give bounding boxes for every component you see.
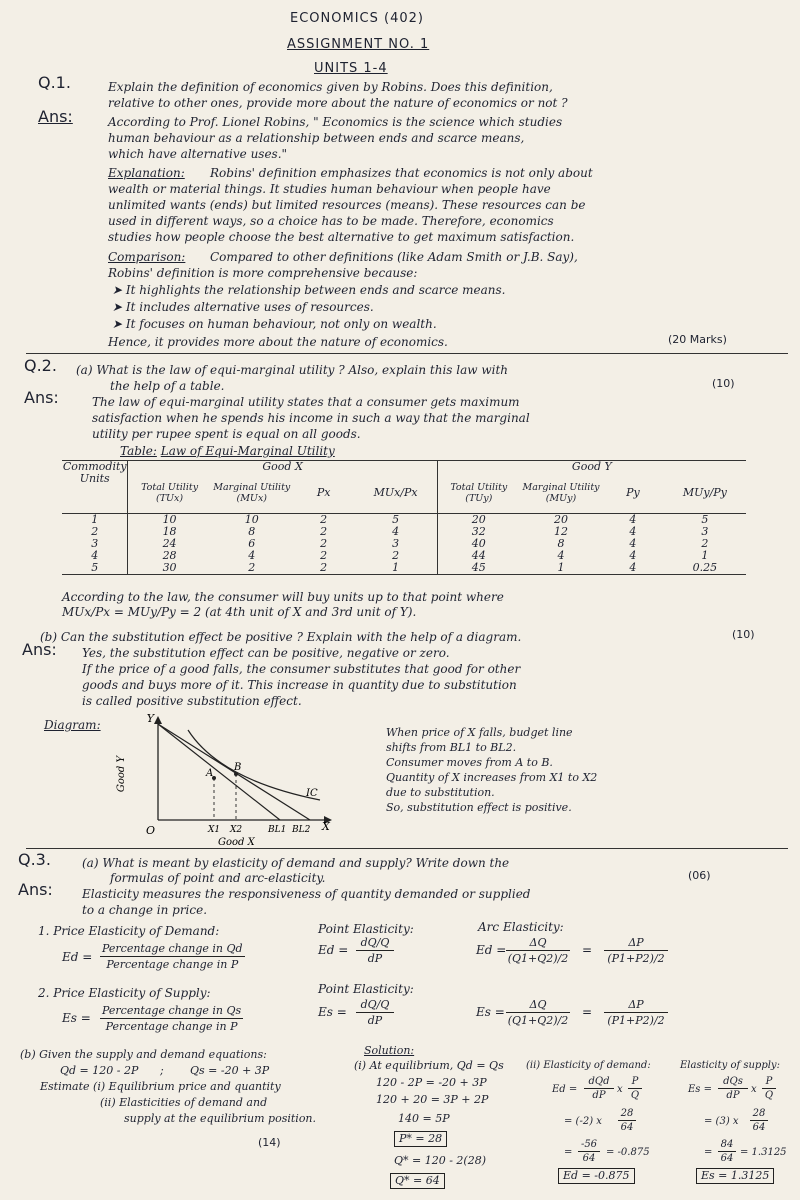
q1-explanation-heading: Explanation: — [108, 166, 185, 180]
table-row: 5 30 2 2 1 45 1 4 0.25 — [62, 562, 746, 575]
origin-label: O — [146, 824, 156, 837]
q1-point1: ➤ It highlights the relationship between ends and scarce means. — [112, 283, 506, 297]
es-decimal: = 1.3125 — [740, 1147, 787, 1158]
es-arc-q-fraction — [506, 998, 570, 1027]
es-point-numerator: dQ/Q — [356, 998, 394, 1013]
q2b-marks: (10) — [732, 628, 755, 641]
es-step2-equals: = — [704, 1147, 713, 1158]
es-percentage-numerator: Percentage change in Qs — [102, 1004, 242, 1017]
qd-equation: Qd = 120 - 2P — [60, 1064, 139, 1077]
ed-step2-equals: = — [564, 1147, 573, 1158]
q3a-answer-line1: Elasticity measures the responsiveness of quantity demanded or supplied — [82, 887, 531, 901]
q1-explanation-line2: wealth or material things. It studies human behaviour when people have — [108, 182, 551, 196]
q1-explanation-line1: Robins' definition emphasizes that economics is not only about — [210, 166, 593, 180]
ed-percentage-denominator: Percentage change in P — [106, 958, 239, 971]
q2-divider — [26, 848, 788, 849]
supply-elasticity-computation-heading: Elasticity of supply: — [680, 1060, 780, 1071]
q1-ans-label: Ans: — [38, 107, 73, 126]
q3b-task-line3: supply at the equilibrium position. — [124, 1112, 317, 1125]
es-calc-dq-numerator: dQs — [718, 1076, 748, 1089]
q2a-marks: (10) — [712, 377, 735, 390]
ed-step1: = (-2) x — [564, 1116, 602, 1127]
col-muy-py: MUy/Py — [682, 485, 727, 499]
q3b-marks: (14) — [258, 1136, 281, 1149]
es-percentage-fraction — [100, 1004, 243, 1033]
q3a-answer-line2: to a change in price. — [82, 903, 208, 917]
q3a-marks: (06) — [688, 869, 711, 882]
table-row: 1 10 10 2 5 20 20 4 5 — [62, 513, 746, 526]
point-elasticity-heading-supply: Point Elasticity: — [318, 982, 414, 996]
point-elasticity-heading-demand: Point Elasticity: — [318, 922, 414, 936]
q1-question-line2: relative to other ones, provide more about the nature of economics or not ? — [108, 96, 568, 110]
equilibrium-price-box: P* = 28 — [394, 1131, 447, 1147]
ed-calc-times: x — [617, 1084, 623, 1095]
es-percentage-denominator: Percentage change in P — [105, 1020, 238, 1033]
equi-marginal-utility-table — [62, 460, 746, 575]
ed-calc-lhs: Ed = — [552, 1084, 578, 1095]
ed-point-denominator: dP — [367, 952, 383, 965]
equilibrium-quantity-step: Q* = 120 - 2(28) — [394, 1154, 487, 1167]
q1-comparison-heading: Comparison: — [108, 250, 186, 264]
ed-step2-numerator: -56 — [578, 1139, 600, 1152]
ed-arc-p-fraction — [604, 936, 668, 965]
q1-point3-text: It focuses on human behaviour, not only on wealth. — [125, 317, 437, 331]
q1-explanation-line5: studies how people choose the best alternative to get maximum satisfaction. — [108, 230, 575, 244]
table-row: 3 24 6 2 3 40 8 4 2 — [91, 536, 709, 550]
col-tux: Total Utility (TUx) — [128, 473, 211, 513]
col-mux: Marginal Utility (MUx) — [213, 481, 291, 504]
es-arc-equals: = — [582, 1005, 593, 1019]
good-x-header: Good X — [128, 461, 437, 474]
supply-elasticity-heading: 2. Price Elasticity of Supply: — [38, 986, 211, 1000]
ed-calc-dq-denominator: dP — [592, 1090, 606, 1101]
q3b-task-line1: Estimate (i) Equilibrium price and quantity — [40, 1080, 281, 1093]
solution-line3: 120 + 20 = 3P + 2P — [376, 1093, 489, 1106]
demand-elasticity-computation-heading: (ii) Elasticity of demand: — [526, 1060, 651, 1071]
ed-symbol: Ed = — [62, 950, 93, 964]
es-symbol: Es = — [62, 1011, 91, 1025]
col-muy: Marginal Utility (MUy) — [522, 481, 600, 504]
q1-number: Q.1. — [38, 73, 71, 92]
ed-arc-equals: = — [582, 943, 593, 957]
bl2-label: BL2 — [292, 825, 311, 835]
ed-calc-dq-numerator: dQd — [584, 1076, 614, 1089]
y-axis-label: Y — [146, 712, 154, 725]
q1-point2-text: It includes alternative uses of resources. — [125, 300, 374, 314]
q1-point1-text: It highlights the relationship between ends and scarce means. — [125, 283, 506, 297]
q3b-task-line2: (ii) Elasticities of demand and — [100, 1096, 268, 1109]
q1-answer-line1: According to Prof. Lionel Robins, " Economics is the science which studies — [108, 115, 563, 129]
subject-title: ECONOMICS (402) — [290, 11, 424, 26]
bl1-label: BL1 — [268, 825, 287, 835]
table-title — [120, 444, 335, 458]
ed-step2-fraction — [578, 1139, 600, 1164]
es-result-box: Es = 1.3125 — [696, 1168, 774, 1184]
ed-step1-denominator: 64 — [620, 1122, 634, 1133]
x1-label: X1 — [208, 825, 221, 835]
q3a-question-line2: formulas of point and arc-elasticity. — [110, 871, 326, 885]
y-axis-arrow — [154, 716, 162, 724]
substitution-effect-diagram — [110, 712, 350, 852]
es-step1-numerator: 28 — [750, 1108, 768, 1121]
es-arc-p-fraction — [604, 998, 668, 1027]
ed-step1-fraction — [618, 1108, 636, 1133]
point-a-label: A — [206, 768, 214, 779]
ed-calc-dq-fraction — [584, 1076, 614, 1101]
q1-answer-line3: which have alternative uses." — [108, 147, 288, 161]
q2a-question-line1: (a) What is the law of equi-marginal utility ? Also, explain this law with — [76, 363, 509, 377]
q1-marks: (20 Marks) — [668, 333, 727, 346]
q1-point2: ➤ It includes alternative uses of resources. — [112, 300, 374, 314]
q2b-answer-line3: goods and buys more of it. This increase in quantity due to substitution — [82, 678, 517, 692]
q2a-conclusion-line2: MUx/Px = MUy/Py = 2 (at 4th unit of X and 3rd unit of Y). — [62, 605, 417, 619]
col-mux-px: MUx/Px — [373, 485, 418, 499]
es-calc-dq-fraction — [718, 1076, 748, 1101]
q2-number: Q.2. — [24, 356, 57, 375]
units-title: UNITS 1-4 — [314, 61, 388, 76]
q2b-answer-line2: If the price of a good falls, the consumer substitutes that good for other — [82, 662, 521, 676]
q2b-question: (b) Can the substitution effect be positive ? Explain with the help of a diagram. — [40, 630, 522, 644]
es-calc-p: P — [762, 1076, 776, 1089]
good-y-axis-title: Good Y — [116, 755, 127, 793]
ed-calc-pq-fraction — [628, 1076, 642, 1101]
es-arc-p-numerator: ΔP — [604, 998, 668, 1013]
q1-point3: ➤ It focuses on human behaviour, not only on wealth. — [112, 317, 437, 331]
es-calc-pq-fraction — [762, 1076, 776, 1101]
es-arc-symbol: Es = — [476, 1005, 505, 1019]
ed-step1-numerator: 28 — [618, 1108, 636, 1121]
es-arc-q-denominator: (Q1+Q2)/2 — [507, 1014, 569, 1027]
good-y-header: Good Y — [437, 461, 746, 474]
col-commodity-units: Commodity Units — [62, 461, 128, 514]
q1-comparison-line1: Compared to other definitions (like Adam Smith or J.B. Say), — [210, 250, 578, 264]
ed-point-symbol: Ed = — [318, 943, 349, 957]
es-arc-q-numerator: ΔQ — [506, 998, 570, 1013]
ed-calc-q: Q — [630, 1090, 640, 1101]
q3b-question: (b) Given the supply and demand equations: — [20, 1048, 267, 1061]
q2a-question-line2: the help of a table. — [110, 379, 225, 393]
diagram-note-3: Consumer moves from A to B. — [386, 756, 553, 769]
table-title-text: Law of Equi-Marginal Utility — [160, 444, 335, 458]
col-py: Py — [626, 485, 640, 499]
ed-arc-q-fraction — [506, 936, 570, 965]
es-point-symbol: Es = — [318, 1005, 347, 1019]
ed-arc-symbol: Ed = — [476, 943, 507, 957]
solution-line4: 140 = 5P — [398, 1112, 450, 1125]
ed-step2-denominator: 64 — [582, 1153, 596, 1164]
solution-heading: Solution: — [364, 1044, 415, 1057]
q2a-answer-line3: utility per rupee spent is equal on all goods. — [92, 427, 361, 441]
demand-elasticity-heading: 1. Price Elasticity of Demand: — [38, 924, 220, 938]
table-row: 2 18 8 2 4 32 12 4 3 — [91, 524, 709, 538]
es-step1-denominator: 64 — [752, 1122, 766, 1133]
solution-line1: (i) At equilibrium, Qd = Qs — [354, 1059, 504, 1072]
es-calc-times: x — [751, 1084, 757, 1095]
q2a-answer-line2: satisfaction when he spends his income in such a way that the marginal — [92, 411, 530, 425]
es-calc-q: Q — [764, 1090, 774, 1101]
ed-arc-q-denominator: (Q1+Q2)/2 — [507, 952, 569, 965]
q2-ans-label: Ans: — [24, 388, 59, 407]
table-title-prefix: Table: — [120, 444, 157, 458]
diagram-label: Diagram: — [44, 718, 101, 732]
es-step2-denominator: 64 — [720, 1153, 734, 1164]
equilibrium-quantity-box: Q* = 64 — [390, 1173, 445, 1189]
q3-number: Q.3. — [18, 850, 51, 869]
solution-line2: 120 - 2P = -20 + 3P — [376, 1076, 487, 1089]
diagram-note-1: When price of X falls, budget line — [386, 726, 573, 739]
q1-explanation-line4: used in different ways, so a choice has to be made. Therefore, economics — [108, 214, 554, 228]
es-step1-fraction — [750, 1108, 768, 1133]
assignment-title: ASSIGNMENT NO. 1 — [287, 37, 430, 52]
es-point-fraction — [356, 998, 394, 1027]
budget-line-bl1 — [158, 724, 280, 820]
q2a-conclusion-line1: According to the law, the consumer will buy units up to that point where — [62, 590, 504, 604]
col-tuy: Total Utility (TUy) — [437, 473, 520, 513]
q1-conclusion: Hence, it provides more about the nature of economics. — [108, 335, 448, 349]
ed-percentage-fraction — [100, 942, 245, 971]
x-axis-label: X — [322, 820, 330, 833]
diagram-note-6: So, substitution effect is positive. — [386, 801, 572, 814]
es-arc-p-denominator: (P1+P2)/2 — [607, 1014, 665, 1027]
arc-elasticity-heading: Arc Elasticity: — [478, 920, 564, 934]
es-point-denominator: dP — [367, 1014, 383, 1027]
col-px: Px — [316, 485, 331, 499]
ed-arc-p-denominator: (P1+P2)/2 — [607, 952, 665, 965]
ed-arc-q-numerator: ΔQ — [506, 936, 570, 951]
q1-answer-line2: human behaviour as a relationship between ends and scarce means, — [108, 131, 525, 145]
q2b-ans-label: Ans: — [22, 640, 57, 659]
ed-result-box: Ed = -0.875 — [558, 1168, 635, 1184]
ed-point-numerator: dQ/Q — [356, 936, 394, 951]
q1-comparison-line2: Robins' definition is more comprehensive because: — [108, 266, 418, 280]
diagram-note-4: Quantity of X increases from X1 to X2 — [386, 771, 598, 784]
indifference-curve — [188, 730, 320, 800]
good-x-axis-title: Good X — [218, 837, 255, 848]
x2-label: X2 — [230, 825, 243, 835]
ed-calc-p: P — [628, 1076, 642, 1089]
q1-question-line1: Explain the definition of economics given by Robins. Does this definition, — [108, 80, 553, 94]
equation-separator: ; — [160, 1064, 164, 1077]
q2b-answer-line1: Yes, the substitution effect can be positive, negative or zero. — [82, 646, 450, 660]
q3a-question-line1: (a) What is meant by elasticity of demand and supply? Write down the — [82, 856, 510, 870]
qs-equation: Qs = -20 + 3P — [190, 1064, 270, 1077]
q3-ans-label: Ans: — [18, 880, 53, 899]
ic-label: IC — [306, 788, 318, 799]
es-calc-lhs: Es = — [688, 1084, 712, 1095]
diagram-note-2: shifts from BL1 to BL2. — [386, 741, 517, 754]
q1-explanation-line3: unlimited wants (ends) but limited resources (means). These resources can be — [108, 198, 586, 212]
es-calc-dq-denominator: dP — [726, 1090, 740, 1101]
es-step2-fraction — [718, 1139, 736, 1164]
q2b-answer-line4: is called positive substitution effect. — [82, 694, 302, 708]
es-step1: = (3) x — [704, 1116, 739, 1127]
es-step2-numerator: 84 — [718, 1139, 736, 1152]
diagram-note-5: due to substitution. — [386, 786, 495, 799]
ed-point-fraction — [356, 936, 394, 965]
ed-arc-p-numerator: ΔP — [604, 936, 668, 951]
point-b-label: B — [234, 762, 242, 773]
q1-divider — [26, 353, 788, 354]
q2a-answer-line1: The law of equi-marginal utility states that a consumer gets maximum — [92, 395, 520, 409]
ed-decimal: = -0.875 — [606, 1147, 650, 1158]
ed-percentage-numerator: Percentage change in Qd — [102, 942, 243, 955]
table-row: 4 28 4 2 2 44 4 4 1 — [91, 548, 709, 562]
